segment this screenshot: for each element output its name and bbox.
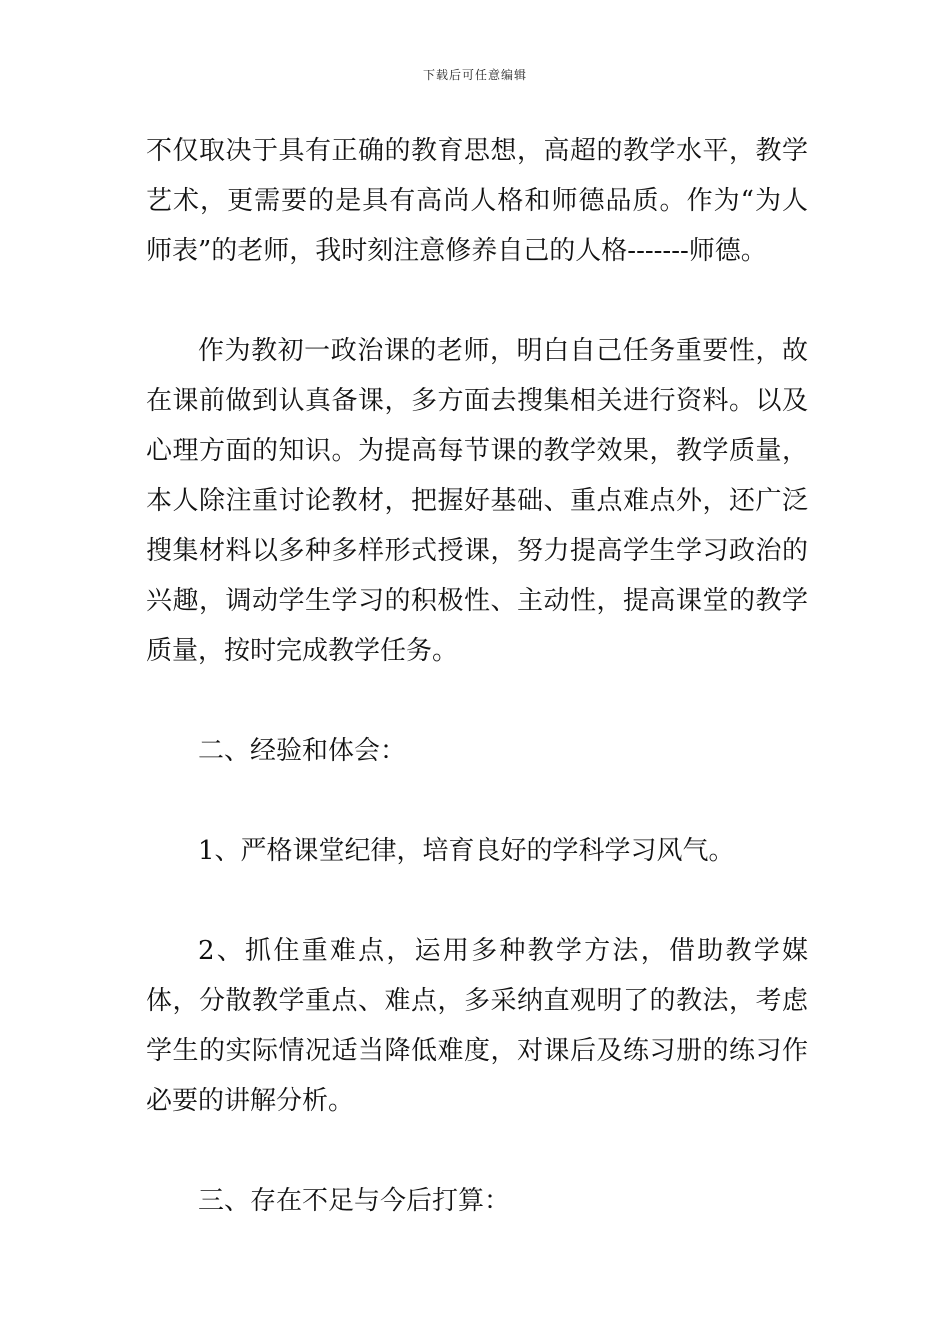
paragraph-gap bbox=[146, 876, 808, 926]
paragraph-gap bbox=[146, 1126, 808, 1176]
paragraph-continuation: 不仅取决于具有正确的教育思想，高超的教学水平，教学艺术，更需要的是具有高尚人格和师德品质。作为“为人师表”的老师，我时刻注意修养自己的人格-------师德。 bbox=[146, 136, 808, 266]
paragraph-gap bbox=[146, 776, 808, 826]
document-body bbox=[146, 126, 808, 1226]
list-item-discipline: 1、严格课堂纪律，培育良好的学科学习风气。 bbox=[198, 836, 735, 866]
header-note: 下载后可任意编辑 bbox=[422, 68, 527, 82]
paragraph-gap bbox=[146, 276, 808, 326]
paragraph-gap bbox=[146, 676, 808, 726]
list-item-key-points: 2、抓住重难点，运用多种教学方法，借助教学媒体，分散教学重点、难点，多采纳直观明了的教法，考虑学生的实际情况适当降低难度，对课后及练习册的练习作必要的讲解分析。 bbox=[146, 936, 808, 1116]
paragraph-teaching-work: 作为教初一政治课的老师，明白自己任务重要性，故在课前做到认真备课，多方面去搜集相关进行资料。以及心理方面的知识。为提高每节课的教学效果，教学质量，本人除注重讨论教材，把握好基础、重点难点外，还广泛搜集材料以多种多样形式授课，努力提高学生学习政治的兴趣，调动学生学习的积极性、主动性，提高课堂的教学质量，按时完成教学任务。 bbox=[146, 336, 808, 666]
section-heading-experience: 二、经验和体会： bbox=[198, 736, 407, 766]
section-heading-shortcomings: 三、存在不足与今后打算： bbox=[198, 1186, 511, 1216]
